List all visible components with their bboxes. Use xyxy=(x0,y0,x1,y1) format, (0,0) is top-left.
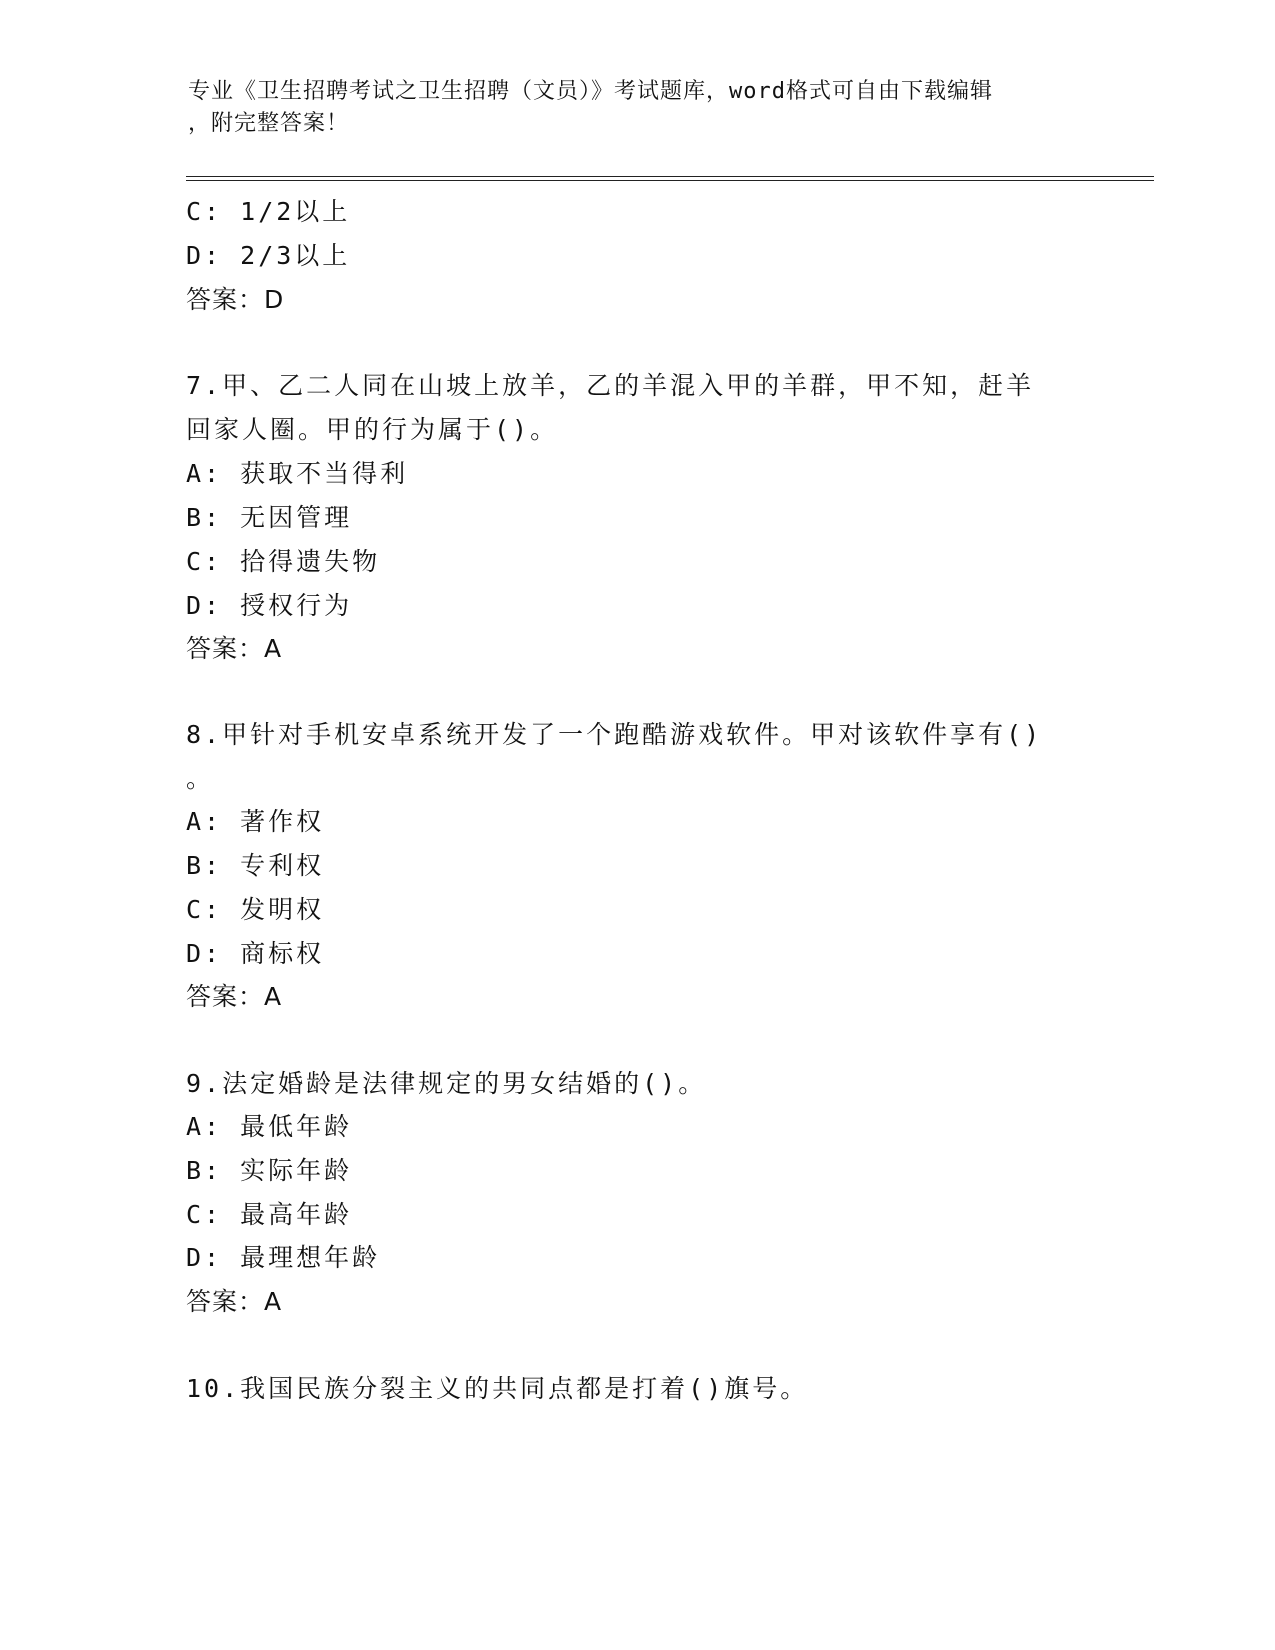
q8-answer: 答案：A xyxy=(186,982,283,1011)
q9-option-d: D: 最理想年龄 xyxy=(186,1243,381,1272)
q9-option-c: C: 最高年龄 xyxy=(186,1200,353,1229)
q9-option-b: B: 实际年龄 xyxy=(186,1156,353,1185)
q7-option-b: B: 无因管理 xyxy=(186,503,353,532)
q7-stem-line1: 7.甲、乙二人同在山坡上放羊，乙的羊混入甲的羊群，甲不知，赶羊 xyxy=(186,371,1035,400)
document-header-line2: ，附完整答案！ xyxy=(188,111,350,136)
q6-answer: 答案：D xyxy=(186,285,285,314)
q10-stem: 10.我国民族分裂主义的共同点都是打着()旗号。 xyxy=(186,1374,809,1403)
header-divider-top xyxy=(186,176,1154,177)
q8-option-b: B: 专利权 xyxy=(186,851,325,880)
q9-option-a: A: 最低年龄 xyxy=(186,1112,353,1141)
header-divider-bottom xyxy=(186,180,1154,181)
q6-option-c: C: 1/2以上 xyxy=(186,197,351,226)
q8-stem-line2: 。 xyxy=(186,764,215,793)
q7-option-a: A: 获取不当得利 xyxy=(186,459,409,488)
document-header-line1: 专业《卫生招聘考试之卫生招聘（文员）》考试题库，word格式可自由下载编辑 xyxy=(188,79,993,104)
q7-option-c: C: 拾得遗失物 xyxy=(186,547,381,576)
q9-answer: 答案：A xyxy=(186,1287,283,1316)
q7-option-d: D: 授权行为 xyxy=(186,591,353,620)
q7-answer: 答案：A xyxy=(186,634,283,663)
q6-option-d: D: 2/3以上 xyxy=(186,241,351,270)
q7-stem-line2: 回家人圈。甲的行为属于()。 xyxy=(186,415,559,444)
q8-stem-line1: 8.甲针对手机安卓系统开发了一个跑酷游戏软件。甲对该软件享有() xyxy=(186,720,1043,749)
q9-stem: 9.法定婚龄是法律规定的男女结婚的()。 xyxy=(186,1069,707,1098)
q8-option-d: D: 商标权 xyxy=(186,939,325,968)
q8-option-c: C: 发明权 xyxy=(186,895,325,924)
q8-option-a: A: 著作权 xyxy=(186,807,325,836)
